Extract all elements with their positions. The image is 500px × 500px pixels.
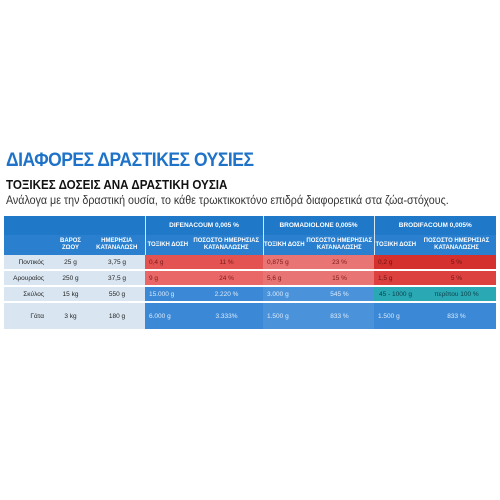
header-weight: ΒΑΡΟΣ ΖΩΟΥ bbox=[52, 235, 89, 255]
bromadiolone-dose: 1.500 g bbox=[263, 303, 305, 329]
daily-value: 37,5 g bbox=[89, 271, 145, 285]
brodifacoum-dose: 1.500 g bbox=[374, 303, 417, 329]
weight-value: 3 kg bbox=[52, 303, 89, 329]
description-text: Ανάλογα με την δραστική ουσία, το κάθε τρωκτικοκτόνο επιδρά διαφορετικά στα ζώα-στόχους. bbox=[6, 193, 449, 207]
daily-value: 550 g bbox=[89, 287, 145, 301]
difenacoum-dose: 15.000 g bbox=[145, 287, 190, 301]
difenacoum-dose: 6.000 g bbox=[145, 303, 190, 329]
section-subtitle: ΤΟΞΙΚΕΣ ΔΟΣΕΙΣ ΑΝΑ ΔΡΑΣΤΙΚΗ ΟΥΣΙΑ bbox=[6, 178, 228, 192]
page-title: ΔΙΑΦΟΡΕΣ ΔΡΑΣΤΙΚΕΣ ΟΥΣΙΕΣ bbox=[6, 150, 254, 171]
group-brodifacoum: BRODIFACOUM 0,005% bbox=[374, 216, 496, 235]
animal-label: Γάτα bbox=[4, 303, 52, 329]
bromadiolone-pct: 545 % bbox=[305, 287, 374, 301]
bromadiolone-pct: 833 % bbox=[305, 303, 374, 329]
header-pct-difenacoum: ΠΟΣΟΣΤΟ ΗΜΕΡΗΣΙΑΣ ΚΑΤΑΝΑΛΩΣΗΣ bbox=[190, 235, 263, 255]
group-difenacoum: DIFENACOUM 0,005 % bbox=[145, 216, 263, 235]
daily-value: 180 g bbox=[89, 303, 145, 329]
bromadiolone-pct: 15 % bbox=[305, 271, 374, 285]
brodifacoum-dose: 1,5 g bbox=[374, 271, 417, 285]
header-daily: ΗΜΕΡΗΣΙΑ ΚΑΤΑΝΑΛΩΣΗ bbox=[89, 235, 145, 255]
header-pct-brodifacoum: ΠΟΣΟΣΤΟ ΗΜΕΡΗΣΙΑΣ ΚΑΤΑΝΑΛΩΣΗΣ bbox=[417, 235, 496, 255]
header-dose-difenacoum: ΤΟΞΙΚΗ ΔΟΣΗ bbox=[145, 235, 190, 255]
header-pct-bromadiolone: ΠΟΣΟΣΤΟ ΗΜΕΡΗΣΙΑΣ ΚΑΤΑΝΑΛΩΣΗΣ bbox=[305, 235, 374, 255]
bromadiolone-dose: 0,875 g bbox=[263, 255, 305, 269]
brodifacoum-pct: 5 % bbox=[417, 271, 496, 285]
weight-value: 250 g bbox=[52, 271, 89, 285]
difenacoum-pct: 11 % bbox=[190, 255, 263, 269]
animal-label: Ποντικός bbox=[4, 255, 52, 269]
brodifacoum-dose: 45 - 1000 g bbox=[374, 287, 417, 301]
difenacoum-pct: 24 % bbox=[190, 271, 263, 285]
animal-label: Σκύλος bbox=[4, 287, 52, 301]
weight-value: 25 g bbox=[52, 255, 89, 269]
table-corner bbox=[4, 216, 52, 235]
group-bromadiolone: BROMADIOLONE 0,005% bbox=[263, 216, 374, 235]
table-row bbox=[4, 271, 496, 285]
animal-label: Αρουραίος bbox=[4, 271, 52, 285]
weight-value: 15 kg bbox=[52, 287, 89, 301]
bromadiolone-dose: 5,6 g bbox=[263, 271, 305, 285]
table-row bbox=[4, 303, 496, 329]
difenacoum-dose: 9 g bbox=[145, 271, 190, 285]
header-dose-brodifacoum: ΤΟΞΙΚΗ ΔΟΣΗ bbox=[374, 235, 417, 255]
brodifacoum-pct: 833 % bbox=[417, 303, 496, 329]
daily-value: 3,75 g bbox=[89, 255, 145, 269]
difenacoum-pct: 2.220 % bbox=[190, 287, 263, 301]
toxic-dose-table bbox=[4, 216, 496, 329]
table-row bbox=[4, 287, 496, 301]
bromadiolone-dose: 3.000 g bbox=[263, 287, 305, 301]
brodifacoum-pct: περίπου 100 % bbox=[417, 287, 496, 301]
brodifacoum-dose: 0,2 g bbox=[374, 255, 417, 269]
table-row bbox=[4, 255, 496, 269]
difenacoum-dose: 0,4 g bbox=[145, 255, 190, 269]
difenacoum-pct: 3.333% bbox=[190, 303, 263, 329]
header-dose-bromadiolone: ΤΟΞΙΚΗ ΔΟΣΗ bbox=[263, 235, 305, 255]
bromadiolone-pct: 23 % bbox=[305, 255, 374, 269]
brodifacoum-pct: 5 % bbox=[417, 255, 496, 269]
